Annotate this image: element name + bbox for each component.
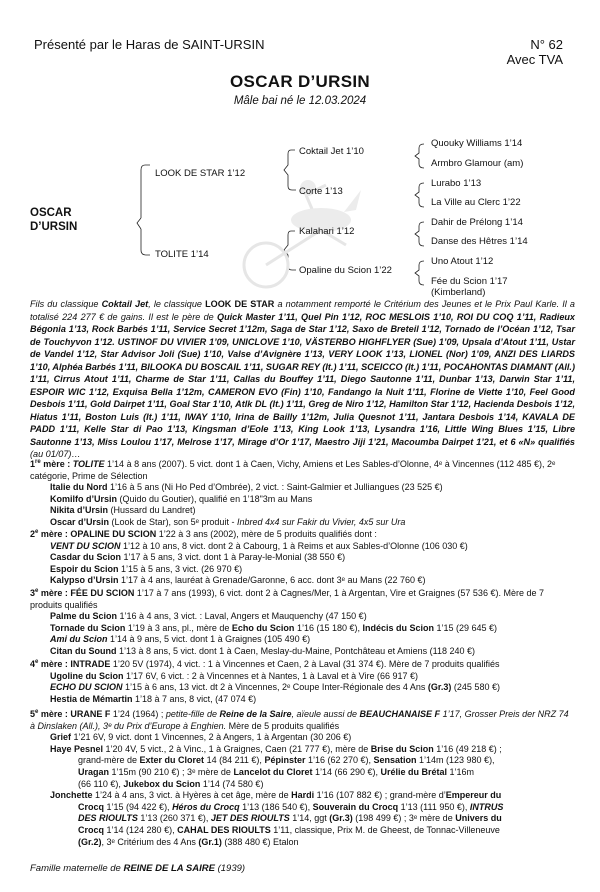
vat-label: Avec TVA [506, 52, 563, 67]
horse-title: OSCAR D’URSIN [230, 72, 370, 91]
pedigree-sd: Corte 1’13 [299, 186, 343, 197]
pedigree-dd: Opaline du Scion 1’22 [299, 265, 392, 276]
pedigree-ddd: Fée du Scion 1’17 (Kimberland) [431, 276, 508, 298]
sire-paragraph: Fils du classique Coktail Jet, le classique LOOK DE STAR a notamment remporté le Critérium des Jeunes et le Prix Paul Karle. Il a totalisé 224 277 € de gains. Il est le père de Quick Master 1’11, Quel Pin 1’12, ROC MESLOIS 1’10, ROI DU COQ 1’11, Radieux Bégonia 1’13, Rock Barbés 1’11, Service Secret 1’12m, Saga de Star 1’12, Saxo de Breteil 1’12, Tornado de l’Océan 1’12, Tsar de Touchyvon 1’12. USTINOF DU VIVIER 1’09, UNICLOVE 1’10, VÄSTERBO HIGHFLYER (Sue) 1’09, Upsala d’Atout 1’11, Ustar de Vandel 1’12, Star Advisor Joli (Sue) 1’10, Valse d’Avignère 1’13, VERY LOOK 1’13, LIONEL (Nor) 1’09, ANZI DES LIARDS 1’10, Alphéa Barbés 1’11, BILOOKA DU BOSCAIL 1’11, SUGAR REY (It.) 1’11, SCEICCO (It.) 1’11, POCAHONTAS DIAMANT (All.) 1’11, Cirrus Atout 1’11, Charme de Star 1’11, Callas du Bouffey 1’11, Diego Sautonne 1’11, Dunbar 1’13, Darwin Star 1’11, ESPOIR WIC 1’12, Exquisa Bella 1’12m, CAMERON EVO (Fin) 1’10, Fandango la Nuit 1’11, Florine de Viette 1’10, Feel Good Desbois 1’11, Gold Dairpet 1’11, Goal Star 1’10, Atlk DL (It.) 1’11, Greg de Niro 1’12, Hamilton Star 1’12, Hacienda Desbois 1’12, Hiatus 1’11, Boston Luis (It.) 1’11, IWAY 1’10, Irina de Bailly 1’12m, Julia Quesnot 1’11, Jantara Desbois 1’14, KAVALA DE PADD 1’11, Kelle Star di Pao 1’13, Kingsman d’Eole 1’13, King Look 1’13, Lysandra 1’16, Little Wing Blues 1’15, Libre Sautonne 1’13, Miss Loulou 1’17, Melrose 1’17, Mirage d’Or 1’17, Maestro Jiji 1’21, Macoumba Dairpet 1’21, et 6 «N» qualifiés (au 01/07)… [30, 299, 575, 459]
lot-number: N° 62 [530, 37, 563, 52]
pedigree-ss: Coktail Jet 1’10 [299, 146, 364, 157]
second-dam-section: 2e mère : OPALINE DU SCION 1’22 à 3 ans (2002), mère de 5 produits qualifiés dont : VENT DU SCION 1’12 à 10 ans, 8 vict. dont 2 à Cabourg, 1 à Reims et aux Sables-d’Olonne (106 030 €) Casdar du Scion 1’17 à 5 ans, 3 vict. dont 1 à Paray-le-Monial (38 550 €) Espoir du Scion 1’15 à 5 ans, 3 vict. (26 970 €) Kalypso d’Ursin 1’17 à 4 ans, lauréat à Grenade/Garonne, 6 acc. dont 3ᵉ au Mans (22 760 €) [30, 529, 468, 586]
pedigree-sds: Lurabo 1’13 [431, 178, 482, 189]
first-dam-section: 1re mère : TOLITE 1’14 à 8 ans (2007). 5 vict. dont 1 à Caen, Vichy, Amiens et Les Sables-d’Olonne, 4ᵉ à Vincennes (112 485 €), 2ᵉ catégorie, Prime de Sélection Italie du Nord 1’16 à 5 ans (Ni Ho Ped d’Ombrée), 2 vict. : Saint-Galmier et Julliangues (23 525 €) Komilfo d’Ursin (Quido du Goutier), qualifié en 1’18"3m au Mans Nikita d’Ursin (Hussard du Landret) Oscar d’Ursin (Look de Star), son 5ᵉ produit - Inbred 4x4 sur Fakir du Vivier, 4x5 sur Ura [30, 459, 556, 527]
pedigree-sdd: La Ville au Clerc 1’22 [431, 197, 521, 208]
pedigree-dds: Uno Atout 1’12 [431, 256, 494, 267]
pedigree-dam: TOLITE 1’14 [155, 249, 209, 260]
pedigree-dsd: Danse des Hêtres 1’14 [431, 236, 528, 247]
trotter-watermark-icon [226, 150, 376, 300]
pedigree-sss: Quouky Williams 1’14 [431, 138, 523, 149]
presenter-line: Présenté par le Haras de SAINT-URSIN [34, 37, 265, 52]
pedigree-horse-name: OSCAR D’URSIN [30, 207, 78, 233]
pedigree-sire: LOOK DE STAR 1’12 [155, 168, 246, 179]
third-dam-section: 3e mère : FÉE DU SCION 1’17 à 7 ans (1993), 6 vict. dont 2 à Cagnes/Mer, 1 à Argentan, Vire et Graignes (57 536 €). Mère de 7 produits qualifiés Palme du Scion 1’16 à 4 ans, 3 vict. : Laval, Angers et Mauquenchy (47 150 €) Tornade du Scion 1’19 à 3 ans, pl., mère de Echo du Scion 1’16 (15 180 €), Indécis du Scion 1’15 (29 645 €) Ami du Scion 1’14 à 9 ans, 5 vict. dont 1 à Graignes (105 490 €) Citan du Sound 1’13 à 8 ans, 5 vict. dont 1 à Caen, Meslay-du-Maine, Pontchâteau et Amiens (118 240 €) [30, 588, 544, 656]
pedigree-ssd: Armbro Glamour (am) [431, 158, 524, 169]
pedigree-ds: Kalahari 1’12 [299, 226, 355, 237]
horse-subtitle: Mâle bai né le 12.03.2024 [233, 95, 367, 107]
fourth-dam-section: 4e mère : INTRADE 1’20 5V (1974), 4 vict. : 1 à Vincennes et Caen, 2 à Laval (31 374 €). Mère de 7 produits qualifiés Ugoline du Scion 1’17 6V, 6 vict. : 2 à Vincennes et à Nantes, 1 à Laval et à Vire (66 917 €) ECHO DU SCION 1’15 à 6 ans, 13 vict. dt 2 à Vincennes, 2ᵉ Coupe Inter-Régionale des 4 Ans (Gr.3) (245 580 €) Hestia de Mémartin 1’18 à 7 ans, 8 vict, (47 074 €) [30, 659, 500, 704]
pedigree-dss: Dahir de Prélong 1’14 [431, 217, 523, 228]
maternal-family-footer: Famille maternelle de REINE DE LA SAIRE (1939) [30, 863, 246, 874]
fifth-dam-section: 5e mère : URANE F 1’24 (1964) ; petite-fille de Reine de la Saire, aïeule aussi de BEAUCHANAISE F 1’17, Grosser Preis der NRZ 74 à Dinslaken (All.), 3ᵉ du Prix d’Europe à Enghien. Mère de 5 produits qualifiés Grief 1’21 6V, 9 vict. dont 1 Vincennes, 2 à Angers, 1 à Argentan (30 206 €) Haye Pesnel 1’20 4V, 5 vict., 2 à Vinc., 1 à Graignes, Caen (21 777 €), mère de Brise du Scion 1’16 (49 218 €) ; grand-mère de Exter du Cloret 14 (84 211 €), Pépinster 1’16 (62 270 €), Sensation 1’14m (123 980 €), Uragan 1’15m (90 210 €) ; 3ᵉ mère de Lancelot du Cloret 1’14 (66 290 €), Urélie du Brétal 1’16m (66 110 €), Jukebox du Scion 1’14 (74 580 €) Jonchette 1’24 à 4 ans, 3 vict. à Hyères à cet âge, mère de Hardi 1’16 (107 882 €) ; grand-mère d’Empereur du Crocq 1’15 (94 422 €), Héros du Crocq 1’13 (186 540 €), Souverain du Crocq 1’13 (111 950 €), INTRUS DES RIOULTS 1’13 (260 371 €), JET DES RIOULTS 1’14, ggt (Gr.3) (198 499 €) ; 3ᵉ mère de Univers du Crocq 1’14 (124 280 €), CAHAL DES RIOULTS 1’11, classique, Prix M. de Gheest, de Tonnac-Villeneuve (Gr.2), 3ᵉ Critérium des 4 Ans (Gr.1) (388 480 €) Etalon [30, 709, 569, 847]
